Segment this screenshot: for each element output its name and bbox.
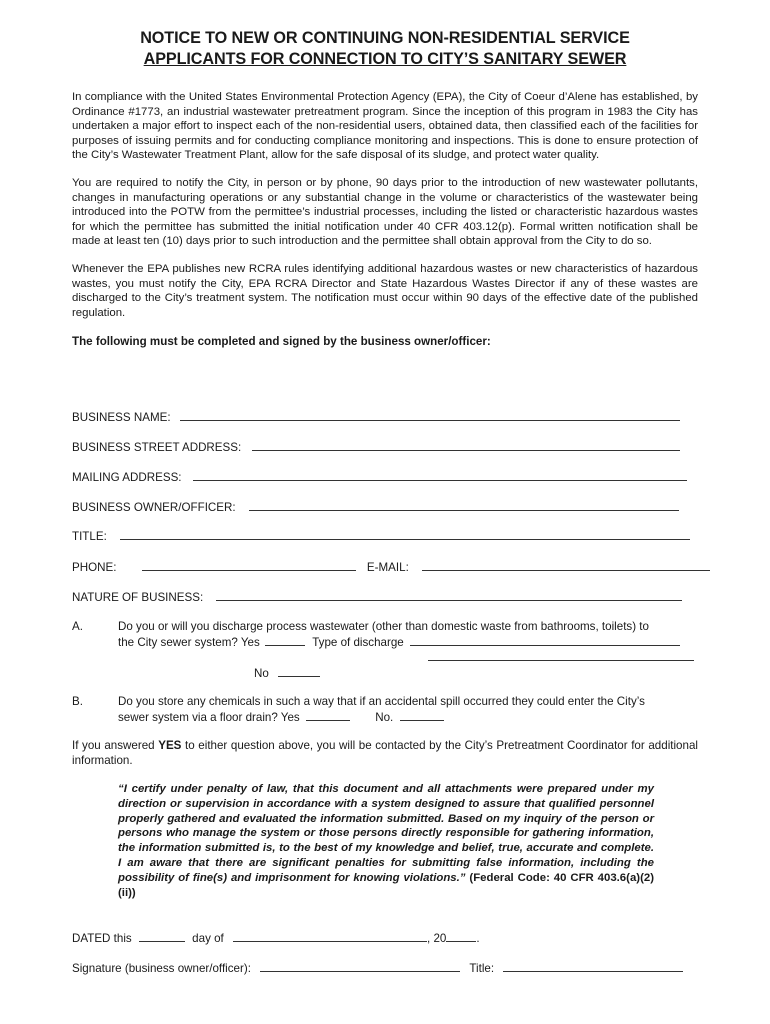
title-line[interactable] xyxy=(120,529,690,540)
mailing-address-row xyxy=(72,470,687,484)
title-label: TITLE: xyxy=(72,530,107,543)
signature-title-label: Title: xyxy=(469,962,495,975)
nature-of-business-row xyxy=(72,590,682,604)
phone-email-row xyxy=(72,560,710,574)
question-a-no-line[interactable] xyxy=(278,666,320,677)
question-b-text: Do you store any chemicals in such a way that if an accidental spill occurred they could enter the City’s xyxy=(118,695,645,708)
question-a-yes-line[interactable] xyxy=(265,635,305,646)
followup-yes: YES xyxy=(158,739,182,752)
question-b-yes-line[interactable] xyxy=(306,710,350,721)
discharge-type-line-1[interactable] xyxy=(410,635,680,646)
business-name-row xyxy=(72,410,680,424)
certification-text: “I certify under penalty of law, that this document and all attachments were prepared under my direction or supervision in accordance with a system designed to assure that qualified personnel properly gathered and evaluated the information submitted. Based on my inquiry of the person or persons who manage the system or those persons directly responsible for gathering information, the information submitted is, to the best of my knowledge and belief, true, accurate and complete. I am aware that there are significant penalties for submitting false information, including the possibility of fine(s) and imprisonment for knowing violations.” xyxy=(118,783,654,884)
question-b-no-label: No. xyxy=(375,710,394,724)
title-row xyxy=(72,529,690,543)
nature-of-business-line[interactable] xyxy=(216,590,682,601)
email-label: E-MAIL: xyxy=(366,561,409,574)
question-a-yes-prefix: the City sewer system? Yes xyxy=(118,635,260,649)
year-prefix: , 20 xyxy=(427,932,447,945)
day-of-label: day of xyxy=(192,932,224,945)
street-address-row xyxy=(72,440,680,454)
owner-officer-label: BUSINESS OWNER/OFFICER: xyxy=(72,501,236,514)
question-b-no-line[interactable] xyxy=(400,710,444,721)
dated-year-line[interactable] xyxy=(446,931,476,942)
owner-officer-line[interactable] xyxy=(249,500,679,511)
title-line-1: NOTICE TO NEW OR CONTINUING NON-RESIDENTIAL SERVICE xyxy=(140,29,630,47)
paragraph-epa-compliance: In compliance with the United States Environmental Protection Agency (EPA), the City of Coeur d’Alene has established, by Ordinance #1773, an industrial wastewater pretreatment program. Since the inception of this program in 1983 the City has undertaken a major effort to inspect each of the non-residential users, obtained data, then classified each of the facilities for purposes of issuing permits and for conducting compliance monitoring and inspections. This is done to ensure protection of the City’s Wastewater Treatment Plant, allow for the safe disposal of its sludge, and protect water quality. xyxy=(72,91,698,162)
question-a-text: Do you or will you discharge process wastewater (other than domestic waste from bathrooms, toilets) to xyxy=(118,620,649,633)
phone-line[interactable] xyxy=(142,560,356,571)
certification-statement xyxy=(118,782,654,900)
phone-label: PHONE: xyxy=(72,561,117,574)
nature-of-business-label: NATURE OF BUSINESS: xyxy=(72,591,204,604)
followup-after: to either question above, you will be contacted by the City’s Pretreatment Coordinator for additional information. xyxy=(72,739,698,767)
discharge-type-line-2[interactable] xyxy=(428,650,694,661)
signature-title-line[interactable] xyxy=(503,961,683,972)
paragraph-rcra-rules: Whenever the EPA publishes new RCRA rules identifying additional hazardous wastes or new characteristics of hazardous wastes, you must notify the City, EPA RCRA Director and State Hazardous Wastes Director if any of these wastes are discharged to the City’s treatment system. The notification must occur within 90 days of the effective date of the published regulation. xyxy=(72,262,698,319)
mailing-address-line[interactable] xyxy=(193,470,687,481)
dated-day-line[interactable] xyxy=(139,931,185,942)
dated-row xyxy=(72,931,480,945)
question-b-yes-prefix: sewer system via a floor drain? Yes xyxy=(118,710,300,724)
question-b xyxy=(72,695,698,725)
street-address-line[interactable] xyxy=(252,440,680,451)
signature-line[interactable] xyxy=(260,961,460,972)
signature-label: Signature (business owner/officer): xyxy=(72,962,251,975)
form-title xyxy=(72,28,698,70)
street-address-label: BUSINESS STREET ADDRESS: xyxy=(72,441,242,454)
question-a xyxy=(72,620,698,682)
dated-month-line[interactable] xyxy=(233,931,427,942)
discharge-type-label: Type of discharge xyxy=(312,635,404,649)
email-line[interactable] xyxy=(422,560,710,571)
signature-row xyxy=(72,961,683,975)
mailing-address-label: MAILING ADDRESS: xyxy=(72,471,182,484)
followup-note xyxy=(72,739,698,768)
dated-label: DATED this xyxy=(72,932,132,945)
title-line-2: APPLICANTS FOR CONNECTION TO CITY’S SANITARY SEWER xyxy=(143,50,627,68)
business-name-line[interactable] xyxy=(180,410,680,421)
owner-officer-row xyxy=(72,500,679,514)
notice-form xyxy=(72,28,698,350)
dated-end: . xyxy=(476,932,480,945)
federal-code-reference: (Federal Code: 40 CFR 403.6(a)(2)(ii)) xyxy=(118,871,654,899)
question-b-number: B. xyxy=(72,695,83,708)
question-a-number: A. xyxy=(72,620,83,633)
question-a-no-label: No xyxy=(254,667,269,681)
completion-instruction: The following must be completed and signed by the business owner/officer: xyxy=(72,335,491,349)
followup-before: If you answered xyxy=(72,739,159,752)
paragraph-notification-requirement: You are required to notify the City, in person or by phone, 90 days prior to the introduction of new wastewater pollutants, changes in manufacturing operations or any substantial change in the volume or characteristics of the wastewater being introduced into the POTW from the permittee’s industrial processes, including the listed or characteristic hazardous wastes for which the permittee has submitted the initial notification under 40 CFR 403.12(p). Formal written notification shall be made at least ten (10) days prior to such introduction and the permittee shall obtain approval from the City to do so. xyxy=(72,176,698,248)
business-name-label: BUSINESS NAME: xyxy=(72,411,171,424)
